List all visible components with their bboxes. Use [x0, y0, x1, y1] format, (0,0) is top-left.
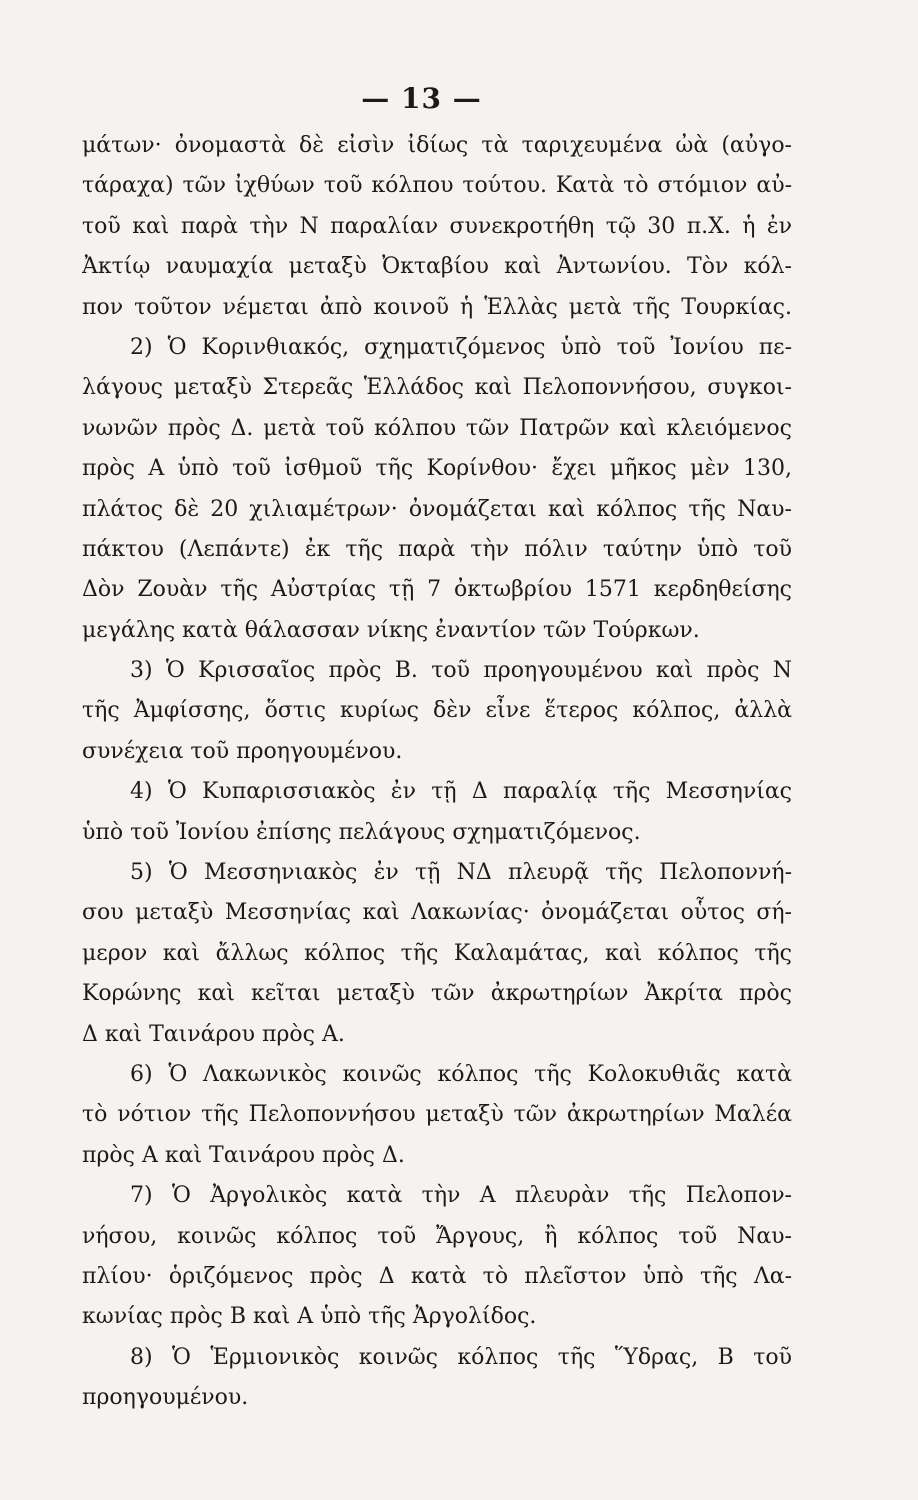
- page-number: — 13 —: [361, 82, 482, 115]
- text-line: νωνῶν πρὸς Δ. μετὰ τοῦ κόλπου τῶν Πατρῶν καὶ κλειόμενος: [82, 415, 792, 441]
- text-line: 5) Ὁ Μεσσηνιακὸς ἐν τῇ ΝΔ πλευρᾷ τῆς Πελοποννή-: [130, 860, 792, 886]
- text-line: πλίου· ὁριζόμενος πρὸς Δ κατὰ τὸ πλεῖστον ὑπὸ τῆς Λα-: [82, 1263, 792, 1289]
- text-line: πάκτου (Λεπάντε) ἐκ τῆς παρὰ τὴν πόλιν ταύτην ὑπὸ τοῦ: [82, 536, 792, 562]
- text-line: τῆς Ἀμφίσσης, ὅστις κυρίως δὲν εἶνε ἕτερος κόλπος, ἀλλὰ: [82, 698, 792, 724]
- text-line: νήσου, κοινῶς κόλπος τοῦ Ἄργους, ἢ κόλπος τοῦ Ναυ-: [82, 1223, 792, 1249]
- text-line: μεγάλης κατὰ θάλασσαν νίκης ἐναντίον τῶν Τούρκων.: [82, 617, 700, 643]
- text-line: ὑπὸ τοῦ Ἰονίου ἐπίσης πελάγους σχηματιζόμενος.: [82, 819, 641, 845]
- text-line: τοῦ καὶ παρὰ τὴν Ν παραλίαν συνεκροτήθη τῷ 30 π.Χ. ἡ ἐν: [82, 213, 792, 239]
- text-line: κωνίας πρὸς Β καὶ Α ὑπὸ τῆς Ἀργολίδος.: [82, 1304, 537, 1330]
- text-line: 2) Ὁ Κορινθιακός, σχηματιζόμενος ὑπὸ τοῦ Ἰονίου πε-: [130, 334, 792, 360]
- text-line: 3) Ὁ Κρισσαῖος πρὸς Β. τοῦ προηγουμένου καὶ πρὸς Ν: [130, 658, 792, 684]
- text-line: 4) Ὁ Κυπαρισσιακὸς ἐν τῇ Δ παραλίᾳ τῆς Μεσσηνίας: [130, 779, 792, 805]
- text-line: Κορώνης καὶ κεῖται μεταξὺ τῶν ἀκρωτηρίων Ἀκρίτα πρὸς: [82, 981, 792, 1007]
- text-line: σου μεταξὺ Μεσσηνίας καὶ Λακωνίας· ὀνομάζεται οὗτος σή-: [82, 900, 792, 926]
- text-line: 8) Ὁ Ἑρμιονικὸς κοινῶς κόλπος τῆς Ὕδρας, Β τοῦ: [130, 1344, 792, 1370]
- text-line: 7) Ὁ Ἀργολικὸς κατὰ τὴν Α πλευρὰν τῆς Πελοπον-: [130, 1183, 792, 1209]
- text-line: πλάτος δὲ 20 χιλιαμέτρων· ὀνομάζεται καὶ κόλπος τῆς Ναυ-: [82, 496, 792, 522]
- text-line: πον τοῦτον νέμεται ἀπὸ κοινοῦ ἡ Ἑλλὰς μετὰ τῆς Τουρκίας.: [82, 294, 792, 320]
- text-line: μερον καὶ ἄλλως κόλπος τῆς Καλαμάτας, καὶ κόλπος τῆς: [82, 940, 792, 966]
- text-line: προηγουμένου.: [82, 1385, 249, 1411]
- text-line: Δ καὶ Ταινάρου πρὸς Α.: [82, 1021, 345, 1047]
- text-line: Δὸν Ζουὰν τῆς Αὐστρίας τῇ 7 ὀκτωβρίου 1571 κερδηθείσης: [82, 577, 792, 603]
- text-line: τὸ νότιον τῆς Πελοποννήσου μεταξὺ τῶν ἀκρωτηρίων Μαλέα: [82, 1102, 792, 1128]
- text-line: Ἀκτίῳ ναυμαχία μεταξὺ Ὀκταβίου καὶ Ἀντωνίου. Τὸν κόλ-: [82, 254, 792, 280]
- text-line: 6) Ὁ Λακωνικὸς κοινῶς κόλπος τῆς Κολοκυθιᾶς κατὰ: [130, 1061, 792, 1087]
- text-line: συνέχεια τοῦ προηγουμένου.: [82, 738, 403, 764]
- text-line: λάγους μεταξὺ Στερεᾶς Ἑλλάδος καὶ Πελοποννήσου, συγκοι-: [82, 375, 792, 401]
- text-line: πρὸς Α καὶ Ταινάρου πρὸς Δ.: [82, 1142, 405, 1168]
- body-text: [82, 126, 792, 1419]
- text-line: μάτων· ὀνομαστὰ δὲ εἰσὶν ἰδίως τὰ ταριχευμένα ὠὰ (αὐγο-: [82, 133, 792, 158]
- text-line: τάραχα) τῶν ἰχθύων τοῦ κόλπου τούτου. Κατὰ τὸ στόμιον αὐ-: [82, 173, 792, 199]
- text-line: πρὸς Α ὑπὸ τοῦ ἰσθμοῦ τῆς Κορίνθου· ἔχει μῆκος μὲν 130,: [82, 456, 792, 482]
